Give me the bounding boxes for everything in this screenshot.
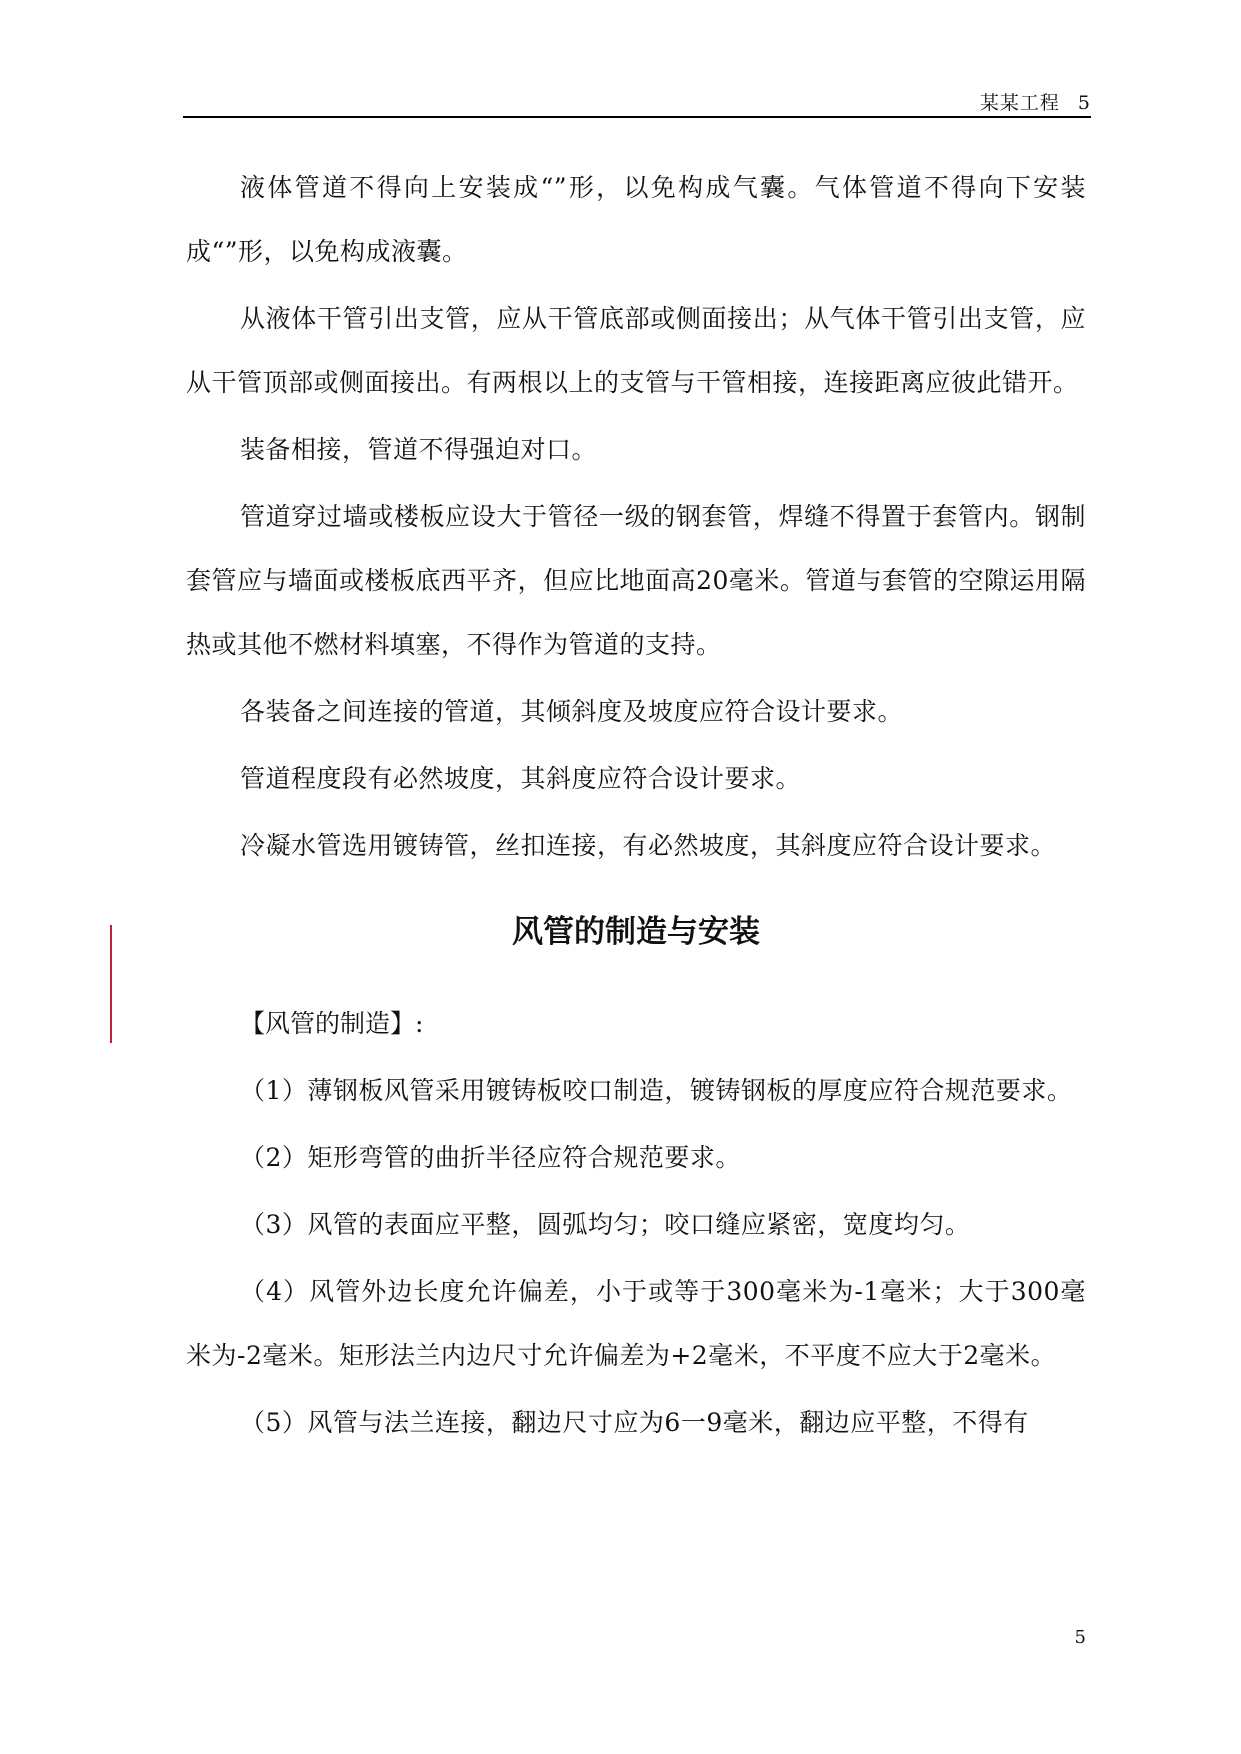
page-header [183, 84, 1091, 118]
header-page-number: 5 [1077, 92, 1091, 114]
list-item: （5）风管与法兰连接，翻边尺寸应为6一9毫米，翻边应平整，不得有 [240, 1408, 1029, 1437]
header-title: 某某工程 [979, 92, 1060, 114]
list-item: （4）风管外边长度允许偏差，小于或等于300毫米为-1毫米；大于300毫米为-2毫米。矩形法兰内边尺寸允许偏差为+2毫米，不平度不应大于2毫米。 [186, 1277, 1086, 1370]
paragraph: 各装备之间连接的管道，其倾斜度及坡度应符合设计要求。 [240, 697, 904, 726]
list-item: （1）薄钢板风管采用镀铸板咬口制造，镀铸钢板的厚度应符合规范要求。 [240, 1076, 1073, 1105]
list-item: （3）风管的表面应平整，圆弧均匀；咬口缝应紧密，宽度均匀。 [240, 1210, 971, 1239]
paragraph: 从液体干管引出支管，应从干管底部或侧面接出；从气体干管引出支管，应从干管顶部或侧面接出。有两根以上的支管与干管相接，连接距离应彼此错开。 [186, 304, 1086, 397]
section-title: 风管的制造与安装 [512, 914, 760, 950]
header-rule [183, 116, 1091, 118]
margin-change-bar [110, 925, 112, 1043]
footer-page-number: 5 [1074, 1627, 1086, 1648]
paragraph: 管道穿过墙或楼板应设大于管径一级的钢套管，焊缝不得置于套管内。钢制套管应与墙面或楼板底西平齐，但应比地面高20毫米。管道与套管的空隙运用隔热或其他不燃材料填塞，不得作为管道的支持。 [186, 502, 1086, 659]
paragraph: 液体管道不得向上安装成“”形，以免构成气囊。气体管道不得向下安装成“”形，以免构成液囊。 [186, 173, 1086, 266]
paragraph: 冷凝水管选用镀铸管，丝扣连接，有必然坡度，其斜度应符合设计要求。 [240, 831, 1057, 860]
paragraph: 管道程度段有必然坡度，其斜度应符合设计要求。 [240, 764, 802, 793]
header-text [980, 88, 1091, 115]
list-item: （2）矩形弯管的曲折半径应符合规范要求。 [240, 1143, 741, 1172]
paragraph: 装备相接，管道不得强迫对口。 [240, 435, 598, 464]
sub-heading: 【风管的制造】: [240, 1009, 424, 1038]
document-body [186, 156, 1086, 1458]
